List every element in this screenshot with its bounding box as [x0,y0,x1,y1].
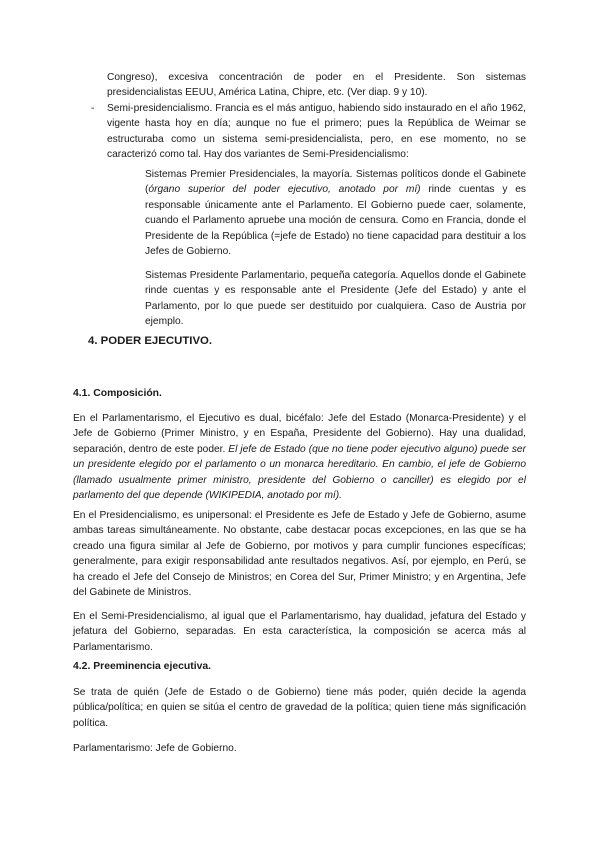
premier-presidential-paragraph [145,167,526,259]
continuation-paragraph: Congreso), excesiva concentración de poder en el Presidente. Son sistemas presidencialistas EEUU, América Latina, Chipre, etc. (Ver diap. 9 y 10). [107,72,526,99]
semi-presidentialism-paragraph: En el Semi-Presidencialismo, al igual que el Parlamentarismo, hay dualidad, jefatura del Estado y jefatura del Gobierno, separadas. En esta característica, la composición se acerca más al Parlamentarismo. [73,611,526,653]
premier-presidential-text-1: Sistemas Premier Presidenciales, la mayoría. Sistemas políticos donde el Gabinete ( [145,169,526,196]
bullet-marker: - [91,103,95,114]
section-heading: 4. PODER EJECUTIVO. [88,335,213,347]
parliamentarism-paragraph [73,411,526,503]
semi-presidentialism-bullet: Semi-presidencialismo. Francia es el más antiguo, habiendo sido instaurado en el año 1962, vigente hasta hoy en día; aunque no fue el primero; pues la República de Weimar se estructuraba como un sistema semi-presidencialista, pero, en ese momento, no se caracterizó como tal. Hay dos variantes de Semi-Presidencialismo: [107,103,526,161]
parliamentarism-summary: Parlamentarismo: Jefe de Gobierno. [73,743,237,754]
executive-preeminence-heading: 4.2. Preeminencia ejecutiva. [73,661,212,672]
premier-presidential-text-2: rinde cuentas y es responsable únicamente ante el Parlamento. El Gobierno puede caer, solamente, cuando el Parlamento apruebe una moción de censura. Como en Francia, donde el Presidente de la República (=jefe de Estado) no tiene capacidad para destituir a los Jefes de Gobierno. [145,184,526,258]
presidentialism-paragraph: En el Presidencialismo, es unipersonal: el Presidente es Jefe de Estado y Jefe de Gobierno, asume ambas tareas simultáneamente. No obstante, cabe destacar pocas excepciones, en las que se ha creado una figura similar al Jefe de Gobierno, por motivos y para cumplir funciones específicas; generalmente, para exigir responsabilidad ante resultados negativos. Así, por ejemplo, en Perú, se ha creado el Jefe del Consejo de Ministros; en Corea del Sur, Primer Ministro; y en Argentina, Jefe del Gabinete de Ministros. [73,510,526,599]
parliamentarism-note: El jefe de Estado (que no tiene poder ejecutivo alguno) puede ser un presidente elegido por el parlamento o un monarca hereditario. En cambio, el jefe de Gobierno (llamado usualmente primer ministro, presidente del Gobierno o canciller) es elegido por el parlamento del que depende (WIKIPEDIA, anotado por mí). [73,443,526,502]
preeminence-paragraph: Se trata de quién (Jefe de Estado o de Gobierno) tiene más poder, quién decide la agenda pública/política; en quien se sitúa el centro de gravedad de la política; quien tiene más significación política. [73,687,526,729]
premier-presidential-note: órgano superior del poder ejecutivo, anotado por mí) [148,184,421,196]
composition-heading: 4.1. Composición. [73,388,162,399]
president-parliamentary-paragraph: Sistemas Presidente Parlamentario, pequeña categoría. Aquellos donde el Gabinete rinde cuentas y es responsable ante el Presidente (Jefe del Estado) y ante el Parlamento, por lo que puede ser destituido por cualquiera. Caso de Austria por ejemplo. [145,270,526,328]
parliamentarism-text: En el Parlamentarismo, el Ejecutivo es dual, bicéfalo: Jefe del Estado (Monarca-Presidente) y el Jefe de Gobierno (Primer Ministro, y en España, Presidente del Gobierno). Hay una dualidad, separación, dentro de este poder. [73,413,526,455]
